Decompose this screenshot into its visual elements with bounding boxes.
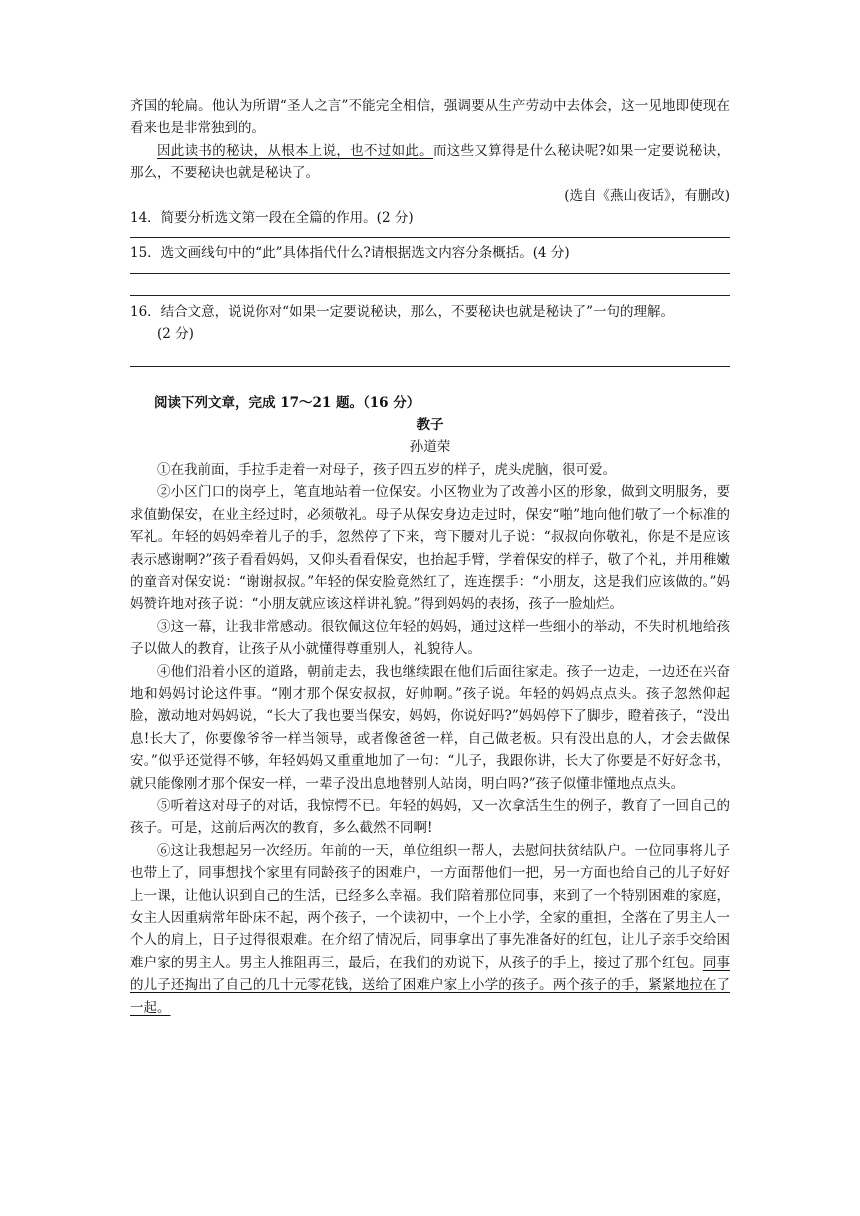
article-title: 教子 (416, 417, 444, 434)
section-heading: 阅读下列文章，完成 17～21 题。（16 分） (154, 394, 421, 411)
passage1-paragraph-2 (130, 140, 730, 185)
question-16-score: (2 分) (157, 326, 194, 343)
article-paragraph-1: ①在我前面，手拉手走着一对母子，孩子四五岁的样子，虎头虎脑，很可爱。 (157, 461, 616, 478)
question-14: 14．简要分析选文第一段在全篇的作用。(2 分) (130, 210, 414, 227)
article-paragraph-5: ⑤听着这对母子的对话，我惊愕不已。年轻的妈妈，又一次拿活生生的例子，教育了一回自己的孩子。可是，这前后两次的教育，多么截然不同啊! (130, 797, 730, 837)
article-underlined-sentence: 同事的儿子还掏出了自己的几十元零花钱，送给了困难户家上小学的孩子。两个孩子的手，紧紧地拉在了一起。 (130, 954, 730, 1016)
question-16-line1: 16．结合文意，说说你对“如果一定要说秘诀，那么，不要秘诀也就是秘诀了”一句的理解。 (130, 303, 674, 320)
question-15: 15．选文画线句中的“此”具体指代什么?请根据选文内容分条概括。(4 分) (130, 245, 570, 262)
article-paragraph-6-text: ⑥这让我想起另一次经历。年前的一天，单位组织一帮人，去慰问扶贫结队户。一位同事将儿子也带上了，同事想找个家里有同龄孩子的困难户，一方面帮他们一把，另一方面也给自己的儿子好好上一课，让他认识到自己的生活，已经多么幸福。我们陪着那位同事，来到了一个特别困难的家庭，女主人因重病常年卧床不起，两个孩子，一个读初中，一个上小学，全家的重担，全落在了男主人一个人的肩上，日子过得很艰难。在介绍了情况后，同事拿出了事先准备好的红包，让儿子亲手交给困难户家的男主人。男主人推阻再三，最后，在我们的劝说下，从孩子的手上，接过了那个红包。 (130, 842, 730, 971)
document-page (130, 95, 730, 1019)
passage1-source: (选自《燕山夜话》，有删改) (564, 187, 730, 204)
article-author: 孙道荣 (409, 439, 451, 456)
passage1-paragraph-2-rest: 而这些又算得是什么秘诀呢?如果一定要说秘诀，那么，不要秘诀也就是秘诀了。 (130, 142, 730, 182)
article-paragraph-3: ③这一幕，让我非常感动。很钦佩这位年轻的妈妈，通过这样一些细小的举动，不失时机地给孩子以做人的教育，让孩子从小就懂得尊重别人，礼貌待人。 (130, 618, 730, 658)
article-paragraph-2: ②小区门口的岗亭上，笔直地站着一位保安。小区物业为了改善小区的形象，做到文明服务，要求值勤保安，在业主经过时，必须敬礼。母子从保安身边走过时，保安“啪”地向他们敬了一个标准的军礼。年轻的妈妈牵着儿子的手，忽然停了下来，弯下腰对儿子说：“叔叔向你敬礼，你是不是应该表示感谢啊?”孩子看看妈妈，又仰头看看保安，也抬起手臂，学着保安的样子，敬了个礼，并用稚嫩的童音对保安说：“谢谢叔叔。”年轻的保安脸竟然红了，连连摆手：“小朋友，这是我们应该做的。”妈妈赞许地对孩子说：“小朋友就应该这样讲礼貌。”得到妈妈的表扬，孩子一脸灿烂。 (130, 484, 730, 613)
question-16 (130, 301, 730, 346)
article-paragraph-6 (130, 840, 730, 1019)
underlined-sentence: 因此读书的秘诀，从根本上说，也不过如此。 (157, 142, 433, 159)
passage1-paragraph-1: 齐国的轮扁。他认为所谓“圣人之言”不能完全相信，强调要从生产劳动中去体会，这一见地即使现在看来也是非常独到的。 (130, 98, 730, 137)
article-paragraph-4: ④他们沿着小区的道路，朝前走去，我也继续跟在他们后面往家走。孩子一边走，一边还在兴奋地和妈妈讨论这件事。“刚才那个保安叔叔，好帅啊。”孩子说。年轻的妈妈点点头。孩子忽然仰起脸，激动地对妈妈说，“长大了我也要当保安，妈妈，你说好吗?”妈妈停下了脚步，瞪着孩子，“没出息!长大了，你要像爷爷一样当领导，或者像爸爸一样，自己做老板。只有没出息的人，才会去做保安。”似乎还觉得不够，年轻妈妈又重重地加了一句：“儿子，我跟你讲，长大了你要是不好好念书，就只能像刚才那个保安一样，一辈子没出息地替别人站岗，明白吗?”孩子似懂非懂地点点头。 (130, 663, 730, 792)
